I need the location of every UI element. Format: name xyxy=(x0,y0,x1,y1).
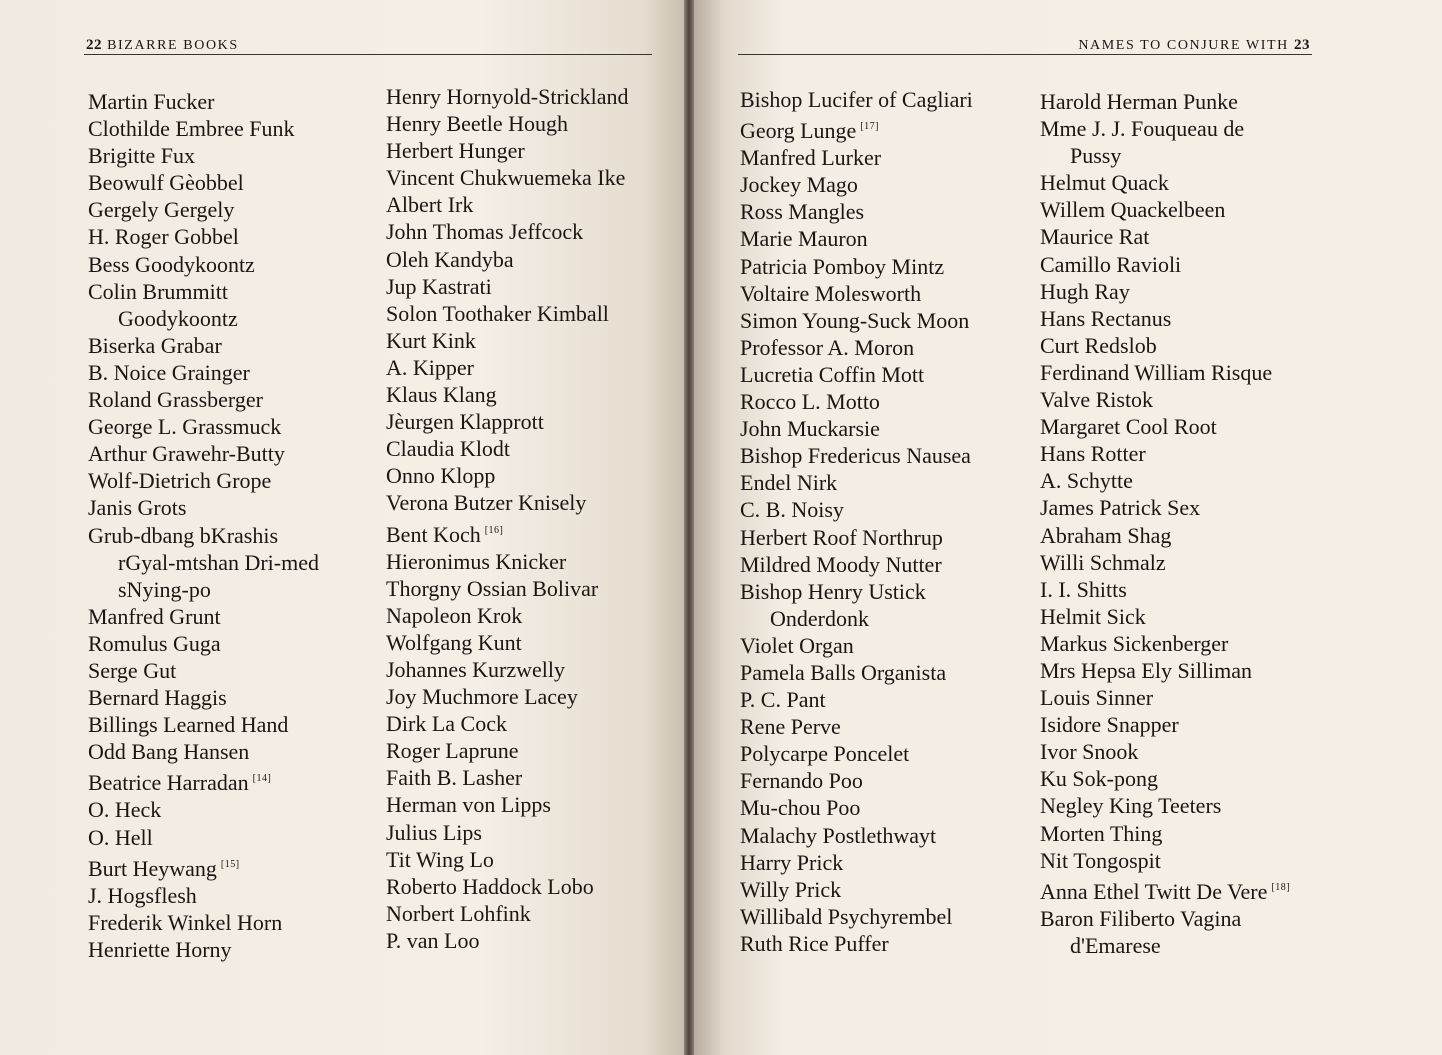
name-text: A. Schytte xyxy=(1040,468,1133,494)
name-text: Isidore Snapper xyxy=(1040,712,1179,738)
name-text: Dirk La Cock xyxy=(386,711,507,737)
name-text: Abraham Shag xyxy=(1040,522,1172,548)
footnote-marker: [16] xyxy=(484,524,504,536)
name-entry xyxy=(1040,847,1290,874)
name-entry xyxy=(740,930,973,957)
book-gutter xyxy=(684,0,694,1055)
name-text: Pamela Balls Organista xyxy=(740,659,947,685)
name-text: Endel Nirk xyxy=(740,470,838,496)
name-text: Verona Butzer Knisely xyxy=(386,490,587,516)
name-entry xyxy=(88,909,319,936)
name-text: Hieronimus Knicker xyxy=(386,548,567,574)
name-entry xyxy=(88,88,319,115)
name-entry xyxy=(88,115,319,142)
name-entry xyxy=(386,629,629,656)
name-text: Mu-chou Poo xyxy=(740,795,861,821)
name-text: Willy Prick xyxy=(740,876,842,902)
name-text: I. I. Shitts xyxy=(1040,576,1127,602)
name-text: Oleh Kandyba xyxy=(386,246,514,272)
name-entry xyxy=(386,683,629,710)
name-entry xyxy=(88,882,319,909)
name-text: George L. Grassmuck xyxy=(88,414,282,440)
name-entry xyxy=(1040,549,1290,576)
name-entry xyxy=(740,415,973,442)
name-text: Arthur Grawehr-Butty xyxy=(88,441,285,467)
name-entry xyxy=(1040,88,1290,115)
name-entry xyxy=(386,191,629,218)
name-text: Mildred Moody Nutter xyxy=(740,551,942,577)
name-entry xyxy=(386,927,629,954)
name-entry xyxy=(88,657,319,684)
name-text: Roberto Haddock Lobo xyxy=(386,873,594,899)
name-text: Clothilde Embree Funk xyxy=(88,116,295,142)
name-text: Violet Organ xyxy=(740,632,854,658)
name-entry xyxy=(740,144,973,171)
name-entry xyxy=(386,462,629,489)
name-text: Helmit Sick xyxy=(1040,603,1146,629)
name-text: Herbert Roof Northrup xyxy=(740,524,943,550)
name-text: Herman von Lipps xyxy=(386,792,551,818)
name-entry xyxy=(1040,522,1290,549)
name-entry xyxy=(88,413,319,440)
name-entry xyxy=(1040,905,1290,959)
name-entry xyxy=(386,737,629,764)
name-entry xyxy=(740,767,973,794)
name-entry xyxy=(1040,792,1290,819)
name-text: Camillo Ravioli xyxy=(1040,251,1182,277)
name-column xyxy=(740,86,973,957)
name-text: Polycarpe Poncelet xyxy=(740,741,910,767)
footnote-marker: [18] xyxy=(1271,881,1291,893)
name-entry xyxy=(386,218,629,245)
name-entry xyxy=(1040,332,1290,359)
name-text: Bernard Haggis xyxy=(88,685,227,711)
name-entry xyxy=(740,442,973,469)
name-text: Kurt Kink xyxy=(386,327,476,353)
name-text: Helmut Quack xyxy=(1040,170,1169,196)
name-text: Mme J. J. Fouqueau de xyxy=(1040,116,1245,142)
name-entry xyxy=(1040,576,1290,603)
name-text: Ivor Snook xyxy=(1040,739,1139,765)
name-text: Baron Filiberto Vagina xyxy=(1040,905,1242,931)
name-entry xyxy=(740,361,973,388)
name-entry xyxy=(88,440,319,467)
name-text: Margaret Cool Root xyxy=(1040,414,1217,440)
footnote-marker: [15] xyxy=(220,858,240,870)
name-text: Jockey Mago xyxy=(740,172,858,198)
name-text: Gergely Gergely xyxy=(88,197,235,223)
name-text: Billings Learned Hand xyxy=(88,712,289,738)
name-text: Jup Kastrati xyxy=(386,273,492,299)
name-text: Brigitte Fux xyxy=(88,143,195,169)
name-entry xyxy=(1040,251,1290,278)
name-entry xyxy=(1040,413,1290,440)
name-text: Manfred Lurker xyxy=(740,145,882,171)
name-text: Klaus Klang xyxy=(386,382,497,408)
name-entry xyxy=(386,602,629,629)
name-entry xyxy=(386,300,629,327)
name-text: Albert Irk xyxy=(386,192,474,218)
name-entry xyxy=(88,359,319,386)
name-text: Norbert Lohfink xyxy=(386,900,531,926)
name-text: Nit Tongospit xyxy=(1040,847,1161,873)
name-entry xyxy=(88,251,319,278)
name-text: Odd Bang Hansen xyxy=(88,739,250,765)
name-entry xyxy=(1040,684,1290,711)
footnote-marker: [17] xyxy=(860,121,879,133)
name-entry xyxy=(740,632,973,659)
name-text: Hans Rectanus xyxy=(1040,305,1172,331)
name-entry xyxy=(740,253,973,280)
page-number: 23 xyxy=(1294,37,1310,53)
running-head-title: BIZARRE BOOKS xyxy=(107,38,239,53)
header-rule xyxy=(84,54,652,55)
name-text: Ferdinand William Risque xyxy=(1040,359,1273,385)
name-text: Solon Toothaker Kimball xyxy=(386,300,609,326)
name-entry xyxy=(740,794,973,821)
name-text: O. Heck xyxy=(88,797,162,823)
name-entry xyxy=(1040,874,1290,905)
name-text: P. C. Pant xyxy=(740,687,826,713)
name-entry xyxy=(386,273,629,300)
name-text: Willem Quackelbeen xyxy=(1040,197,1226,223)
name-entry xyxy=(740,659,973,686)
name-entry xyxy=(1040,657,1290,684)
name-text: Janis Grots xyxy=(88,495,187,521)
name-entry xyxy=(386,900,629,927)
running-head-title: NAMES TO CONJURE WITH xyxy=(1078,38,1289,53)
name-text: Bishop Lucifer of Cagliari xyxy=(740,87,973,112)
name-text: Thorgny Ossian Bolivar xyxy=(386,575,599,601)
name-entry xyxy=(1040,305,1290,332)
name-text: Ruth Rice Puffer xyxy=(740,930,889,956)
name-entry xyxy=(1040,603,1290,630)
name-text: Martin Fucker xyxy=(88,89,215,114)
name-continuation: rGyal-mtshan Dri-med xyxy=(118,549,319,575)
name-entry xyxy=(88,196,319,223)
name-text: Manfred Grunt xyxy=(88,603,221,629)
name-entry xyxy=(740,740,973,767)
name-entry xyxy=(386,575,629,602)
name-text: Lucretia Coffin Mott xyxy=(740,361,925,387)
name-entry xyxy=(88,603,319,630)
name-text: J. Hogsflesh xyxy=(88,882,197,908)
name-text: Frederik Winkel Horn xyxy=(88,909,283,935)
name-entry xyxy=(88,169,319,196)
left-page xyxy=(0,0,684,1055)
name-entry xyxy=(740,903,973,930)
name-continuation: d'Emarese xyxy=(1070,932,1161,958)
name-entry xyxy=(740,496,973,523)
name-entry xyxy=(386,764,629,791)
name-entry xyxy=(1040,630,1290,657)
name-text: Joy Muchmore Lacey xyxy=(386,684,578,710)
name-text: Bishop Fredericus Nausea xyxy=(740,443,971,469)
name-entry xyxy=(1040,278,1290,305)
name-text: Mrs Hepsa Ely Silliman xyxy=(1040,657,1253,683)
name-entry xyxy=(88,936,319,963)
name-entry xyxy=(1040,386,1290,413)
name-entry xyxy=(1040,738,1290,765)
name-text: C. B. Noisy xyxy=(740,497,844,523)
name-entry xyxy=(88,522,319,603)
name-entry xyxy=(386,517,629,548)
name-text: A. Kipper xyxy=(386,354,474,380)
name-text: Hugh Ray xyxy=(1040,278,1130,304)
name-text: Henriette Horny xyxy=(88,936,232,962)
name-text: Johannes Kurzwelly xyxy=(386,656,566,682)
name-entry xyxy=(386,489,629,516)
name-column xyxy=(88,88,319,963)
name-text: Colin Brummitt xyxy=(88,278,228,304)
name-entry xyxy=(740,524,973,551)
name-text: Willibald Psychyrembel xyxy=(740,903,953,929)
name-entry xyxy=(1040,359,1290,386)
right-running-head xyxy=(1078,37,1310,54)
name-text: Fernando Poo xyxy=(740,768,863,794)
name-text: Roland Grassberger xyxy=(88,387,263,413)
name-text: Harold Herman Punke xyxy=(1040,89,1238,114)
name-text: Simon Young-Suck Moon xyxy=(740,307,970,333)
name-text: B. Noice Grainger xyxy=(88,359,250,385)
name-entry xyxy=(740,822,973,849)
name-entry xyxy=(88,824,319,851)
name-text: Voltaire Molesworth xyxy=(740,280,922,306)
name-text: Faith B. Lasher xyxy=(386,765,523,791)
name-entry xyxy=(1040,494,1290,521)
name-text: Bishop Henry Ustick xyxy=(740,578,926,604)
name-entry xyxy=(1040,765,1290,792)
name-entry xyxy=(386,408,629,435)
name-entry xyxy=(386,110,629,137)
name-text: Beowulf Gèobbel xyxy=(88,170,244,196)
name-entry xyxy=(386,791,629,818)
name-entry xyxy=(386,846,629,873)
name-text: Hans Rotter xyxy=(1040,441,1146,467)
name-text: Georg Lunge xyxy=(740,118,857,144)
name-entry xyxy=(740,876,973,903)
name-entry xyxy=(88,711,319,738)
name-entry xyxy=(386,246,629,273)
name-entry xyxy=(88,851,319,882)
name-text: Marie Mauron xyxy=(740,226,868,252)
name-text: Bent Koch xyxy=(386,521,481,547)
right-page xyxy=(694,0,1442,1055)
name-entry xyxy=(386,710,629,737)
name-entry xyxy=(88,142,319,169)
name-text: Rene Perve xyxy=(740,714,841,740)
name-entry xyxy=(386,137,629,164)
page-number: 22 xyxy=(86,37,102,53)
name-entry xyxy=(386,548,629,575)
name-entry xyxy=(1040,196,1290,223)
header-rule xyxy=(738,54,1312,55)
name-entry xyxy=(1040,467,1290,494)
name-entry xyxy=(740,713,973,740)
name-entry xyxy=(1040,223,1290,250)
name-entry xyxy=(740,469,973,496)
name-text: O. Hell xyxy=(88,824,153,850)
name-text: Valve Ristok xyxy=(1040,387,1154,413)
name-text: Henry Beetle Hough xyxy=(386,111,569,137)
name-text: Napoleon Krok xyxy=(386,602,523,628)
name-continuation: Onderdonk xyxy=(770,605,869,631)
name-text: Romulus Guga xyxy=(88,630,221,656)
name-entry xyxy=(1040,169,1290,196)
name-text: Wolf-Dietrich Grope xyxy=(88,468,272,494)
name-text: Morten Thing xyxy=(1040,820,1163,846)
name-continuation: sNying-po xyxy=(118,576,211,602)
name-text: Markus Sickenberger xyxy=(1040,630,1229,656)
name-text: Louis Sinner xyxy=(1040,685,1154,711)
name-text: Serge Gut xyxy=(88,657,177,683)
name-text: Malachy Postlethwayt xyxy=(740,822,937,848)
name-text: Harry Prick xyxy=(740,849,844,875)
name-entry xyxy=(740,86,973,113)
name-text: Bess Goodykoontz xyxy=(88,251,255,277)
name-text: Beatrice Harradan xyxy=(88,770,249,796)
name-text: Willi Schmalz xyxy=(1040,549,1166,575)
name-text: Burt Heywang xyxy=(88,855,217,881)
name-text: Maurice Rat xyxy=(1040,224,1150,250)
name-text: P. van Loo xyxy=(386,927,480,953)
name-entry xyxy=(740,578,973,632)
name-entry xyxy=(386,164,629,191)
name-entry xyxy=(740,171,973,198)
name-entry xyxy=(88,494,319,521)
name-entry xyxy=(1040,711,1290,738)
name-entry xyxy=(88,278,319,332)
name-entry xyxy=(740,280,973,307)
name-entry xyxy=(740,198,973,225)
name-text: James Patrick Sex xyxy=(1040,495,1201,521)
name-text: John Thomas Jeffcock xyxy=(386,219,584,245)
name-entry xyxy=(386,83,629,110)
name-text: Herbert Hunger xyxy=(386,138,525,164)
name-entry xyxy=(88,796,319,823)
name-entry xyxy=(386,354,629,381)
name-entry xyxy=(88,467,319,494)
name-text: John Muckarsie xyxy=(740,416,880,442)
name-entry xyxy=(740,849,973,876)
name-entry xyxy=(740,225,973,252)
name-text: Patricia Pomboy Mintz xyxy=(740,253,945,279)
name-entry xyxy=(88,630,319,657)
name-entry xyxy=(386,435,629,462)
name-text: Curt Redslob xyxy=(1040,332,1157,358)
name-entry xyxy=(1040,115,1290,169)
footnote-marker: [14] xyxy=(252,773,272,785)
name-column xyxy=(386,83,629,954)
name-entry xyxy=(1040,820,1290,847)
name-entry xyxy=(740,388,973,415)
name-entry xyxy=(386,327,629,354)
name-text: Wolfgang Kunt xyxy=(386,629,522,655)
name-text: Professor A. Moron xyxy=(740,334,915,360)
name-text: Rocco L. Motto xyxy=(740,389,880,415)
name-text: Tit Wing Lo xyxy=(386,846,494,872)
name-text: Henry Hornyold-Strickland xyxy=(386,84,629,109)
name-text: Biserka Grabar xyxy=(88,332,222,358)
name-text: H. Roger Gobbel xyxy=(88,224,239,250)
name-entry xyxy=(740,307,973,334)
name-entry xyxy=(740,334,973,361)
name-entry xyxy=(386,819,629,846)
name-continuation: Pussy xyxy=(1070,143,1122,169)
name-text: Ku Sok-pong xyxy=(1040,766,1158,792)
name-entry xyxy=(88,386,319,413)
left-running-head xyxy=(86,37,239,54)
name-text: Anna Ethel Twitt De Vere xyxy=(1040,878,1268,904)
name-text: Claudia Klodt xyxy=(386,436,511,462)
name-entry xyxy=(740,113,973,144)
name-entry xyxy=(740,551,973,578)
name-entry xyxy=(386,381,629,408)
name-entry xyxy=(386,656,629,683)
name-entry xyxy=(386,873,629,900)
name-entry xyxy=(88,765,319,796)
name-entry xyxy=(88,332,319,359)
name-entry xyxy=(88,738,319,765)
name-text: Onno Klopp xyxy=(386,463,496,489)
name-entry xyxy=(1040,440,1290,467)
name-text: Julius Lips xyxy=(386,819,482,845)
name-text: Roger Laprune xyxy=(386,738,519,764)
name-text: Ross Mangles xyxy=(740,199,865,225)
name-entry xyxy=(740,686,973,713)
name-text: Jèurgen Klapprott xyxy=(386,409,544,435)
name-text: Negley King Teeters xyxy=(1040,793,1222,819)
name-text: Grub-dbang bKrashis xyxy=(88,522,279,548)
name-text: Vincent Chukwuemeka Ike xyxy=(386,165,626,191)
name-entry xyxy=(88,223,319,250)
name-column xyxy=(1040,88,1290,959)
name-entry xyxy=(88,684,319,711)
name-continuation: Goodykoontz xyxy=(118,305,238,331)
